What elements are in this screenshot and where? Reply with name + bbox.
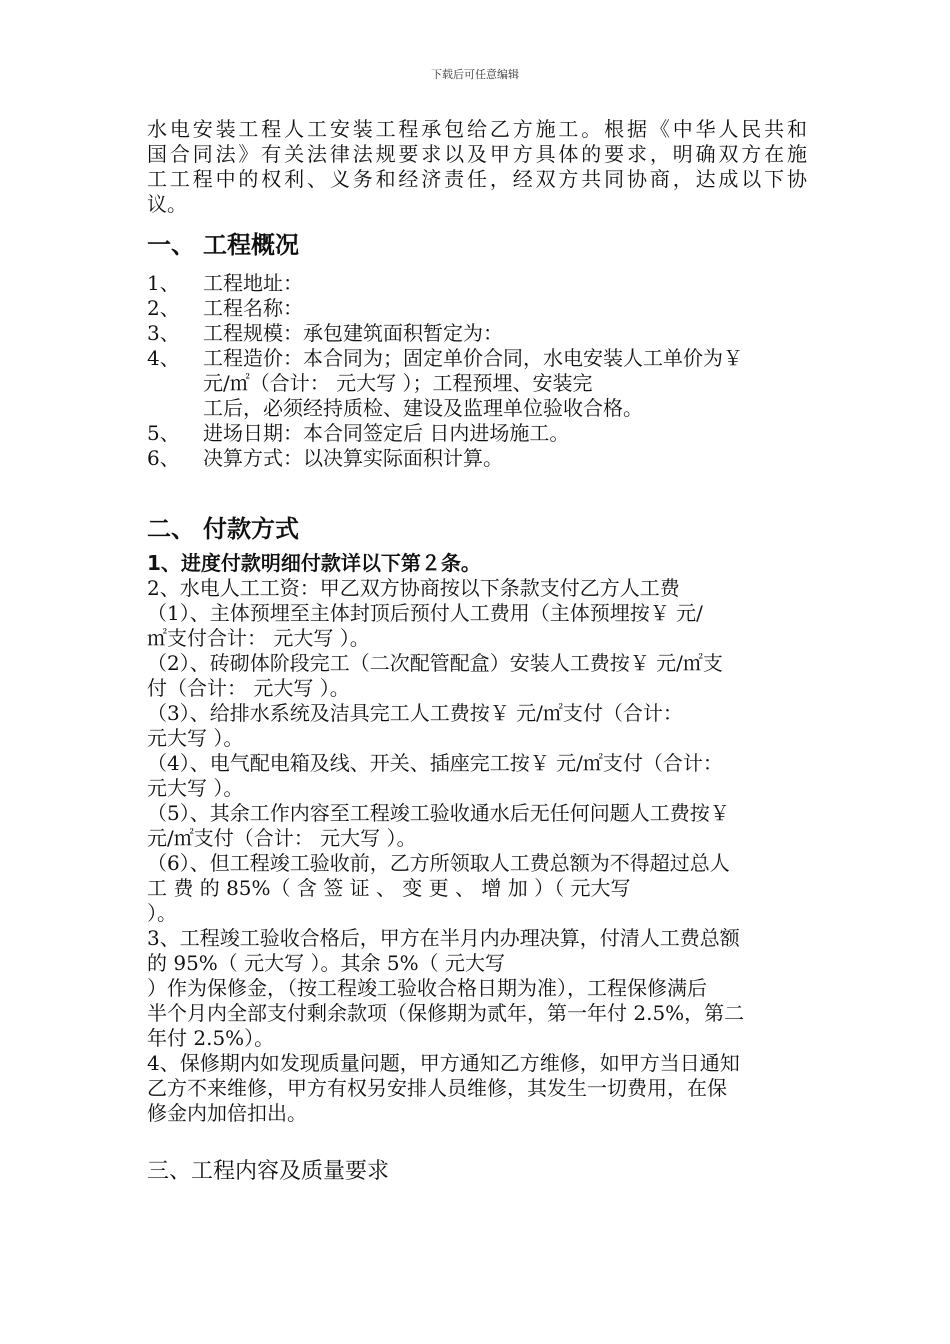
item-text: 决算方式：以决算实际面积计算。 bbox=[203, 446, 503, 470]
payment-line: 的 95%（ 元大写 ）。其余 5%（ 元大写 bbox=[147, 951, 505, 975]
list-item bbox=[147, 421, 807, 446]
payment-line: 元大写 ）。 bbox=[147, 726, 244, 750]
payment-line: 2、水电人工工资：甲乙双方协商按以下条款支付乙方人工费 bbox=[147, 576, 680, 600]
item-text: 进场日期：本合同签定后 日内进场施工。 bbox=[203, 421, 570, 445]
item-number: 5、 bbox=[147, 421, 180, 445]
item-text: 工程名称： bbox=[203, 296, 303, 320]
payment-line: 元/㎡支付（合计： 元大写 ）。 bbox=[147, 826, 417, 850]
list-item bbox=[147, 321, 807, 346]
payment-note: 1、进度付款明细付款详以下第２条。 bbox=[147, 551, 481, 575]
intro-line: 工工程中的权利、义务和经济责任，经双方共同协商，达成以下协 bbox=[147, 167, 807, 191]
payment-line: ）。 bbox=[147, 901, 177, 925]
payment-line: 元大写 ）。 bbox=[147, 776, 244, 800]
payment-line: 工 费 的 85%（ 含 签 证 、 变 更 、 增 加 ）（ 元大写 bbox=[147, 876, 631, 900]
payment-line: 4、保修期内如发现质量问题，甲方通知乙方维修，如甲方当日通知 bbox=[147, 1051, 740, 1075]
section-number: 一、 bbox=[147, 231, 195, 259]
item-text: 工程地址： bbox=[203, 271, 303, 295]
item-continuation: 元/㎡（合计： 元大写 ）；工程预埋、安装完 bbox=[203, 371, 593, 395]
payment-line: 3、工程竣工验收合格后，甲方在半月内办理决算，付清人工费总额 bbox=[147, 926, 740, 950]
section-title: 工程概况 bbox=[203, 231, 299, 259]
payment-line: 付（合计： 元大写 ）。 bbox=[147, 676, 350, 700]
item-number: 6、 bbox=[147, 446, 180, 470]
section-heading-1 bbox=[147, 223, 807, 267]
item-text: 工程规模：承包建筑面积暂定为： bbox=[203, 321, 503, 345]
item-continuation: 工后，必须经持质检、建设及监理单位验收合格。 bbox=[203, 396, 643, 420]
item-number: 2、 bbox=[147, 296, 180, 320]
intro-line: 国合同法》有关法律法规要求以及甲方具体的要求，明确双方在施 bbox=[147, 142, 807, 166]
list-item bbox=[147, 296, 807, 321]
payment-line: （5）、其余工作内容至工程竣工验收通水后无任何问题人工费按￥ bbox=[147, 801, 730, 825]
page-header: 下载后可任意编辑 bbox=[431, 68, 519, 81]
payment-line: （3）、给排水系统及洁具完工人工费按￥ 元/㎡支付（合计： bbox=[147, 701, 683, 725]
section-heading-3: 三、工程内容及质量要求 bbox=[147, 1159, 390, 1184]
payment-line: （6）、但工程竣工验收前，乙方所领取人工费总额为不得超过总人 bbox=[147, 851, 730, 875]
payment-line: ）作为保修金，（按工程竣工验收合格日期为准），工程保修满后 bbox=[147, 976, 707, 1000]
item-number: 3、 bbox=[147, 321, 180, 345]
payment-line: 乙方不来维修，甲方有权另安排人员维修，其发生一切费用，在保 bbox=[147, 1076, 727, 1100]
item-number: 1、 bbox=[147, 271, 180, 295]
payment-line: 年付 2.5%）。 bbox=[147, 1026, 275, 1050]
item-text: 工程造价：本合同为；固定单价合同，水电安装人工单价为￥ bbox=[203, 346, 743, 370]
list-item bbox=[147, 271, 807, 296]
contract-document bbox=[147, 117, 807, 1190]
payment-line: （4）、电气配电箱及线、开关、插座完工按￥ 元/㎡支付（合计： bbox=[147, 751, 723, 775]
payment-line: （1）、主体预埋至主体封顶后预付人工费用（主体预埋按￥ 元/ bbox=[147, 601, 703, 625]
list-item bbox=[147, 346, 807, 371]
item-number: 4、 bbox=[147, 346, 180, 370]
list-item bbox=[147, 446, 807, 471]
intro-line: 水电安装工程人工安装工程承包给乙方施工。根据《中华人民共和 bbox=[147, 117, 807, 141]
intro-line: 议。 bbox=[147, 192, 187, 216]
payment-line: （2）、砖砌体阶段完工（二次配管配盒）安装人工费按￥ 元/㎡支 bbox=[147, 651, 723, 675]
section-number: 二、 bbox=[147, 515, 195, 543]
payment-line: ㎡支付合计： 元大写 ）。 bbox=[147, 626, 370, 650]
section-title: 付款方式 bbox=[203, 515, 299, 543]
payment-line: 半个月内全部支付剩余款项（保修期为贰年，第一年付 2.5%，第二 bbox=[147, 1001, 745, 1025]
payment-line: 修金内加倍扣出。 bbox=[147, 1101, 307, 1125]
section-heading-2 bbox=[147, 507, 807, 551]
